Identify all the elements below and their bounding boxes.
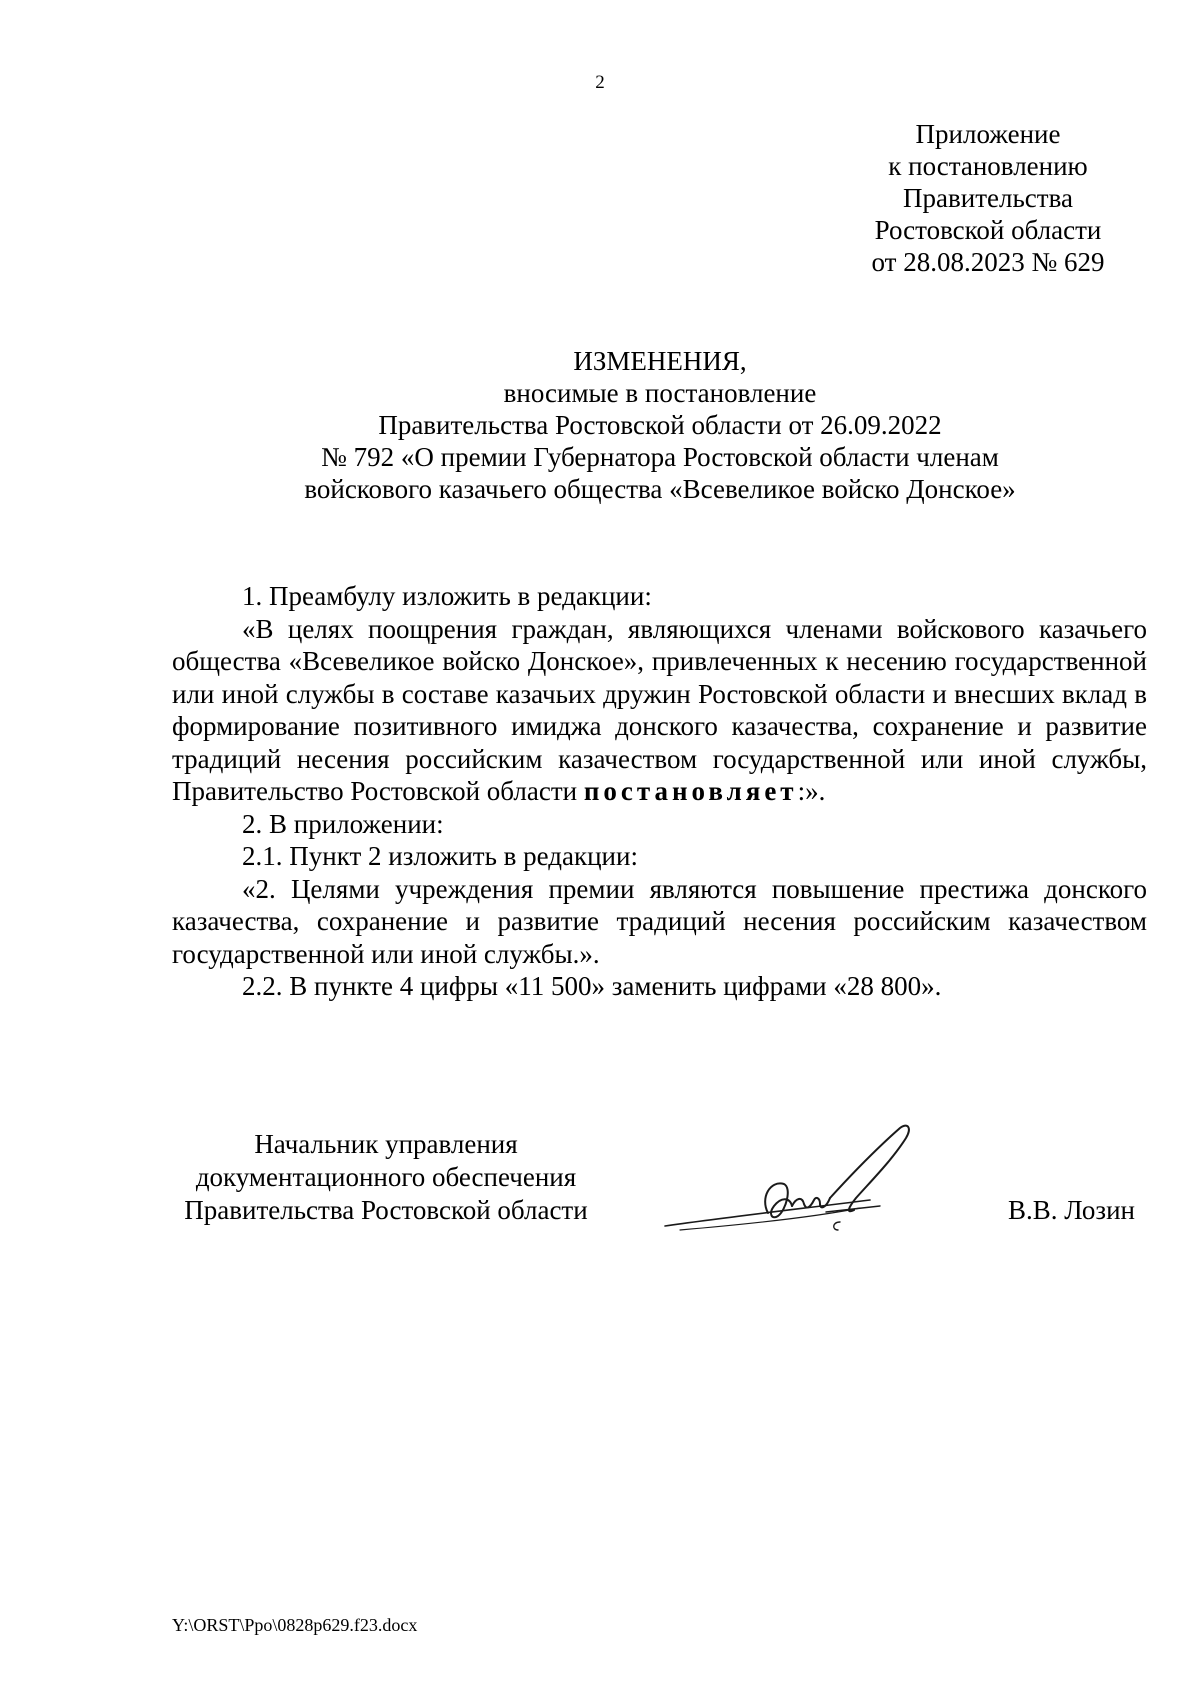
handwritten-signature (660, 1118, 950, 1248)
signatory-position-line: Правительства Ростовской области (184, 1195, 588, 1225)
signatory-position (170, 1128, 602, 1227)
signatory-position-line: документационного обеспечения (195, 1162, 577, 1192)
title-line: № 792 «О премии Губернатора Ростовской области членам (321, 442, 999, 472)
appendix-line: от 28.08.2023 № 629 (871, 247, 1105, 277)
title-line: Правительства Ростовской области от 26.09.2022 (378, 410, 942, 440)
paragraph-2 (172, 613, 1147, 808)
paragraph-2-bold: постановляет (583, 776, 798, 806)
appendix-line: Ростовской области (874, 215, 1102, 245)
paragraph-5: «2. Целями учреждения премии являются повышение престижа донского казачества, сохранение и развитие традиций несения российским казачеством государственной или иной службы.». (172, 873, 1147, 969)
paragraph-2-end: :». (797, 776, 826, 806)
appendix-header (838, 118, 1138, 278)
signatory-position-line: Начальник управления (254, 1129, 518, 1159)
title-heading: ИЗМЕНЕНИЯ, (573, 346, 747, 376)
page-number: 2 (595, 72, 605, 93)
paragraph-4: 2.1. Пункт 2 изложить в редакции: (242, 841, 638, 871)
appendix-line: Приложение (915, 119, 1061, 149)
document-title (170, 345, 1150, 505)
signatory-name: В.В. Лозин (1008, 1195, 1135, 1225)
paragraph-3: 2. В приложении: (242, 808, 444, 839)
title-line: вносимые в постановление (503, 378, 817, 408)
paragraph-1: 1. Преамбулу изложить в редакции: (242, 581, 652, 611)
appendix-line: Правительства (903, 183, 1073, 213)
paragraph-2-text: «В целях поощрения граждан, являющихся членами войскового казачьего общества «Всевеликое войско Донское», привлеченных к несению государственной или иной службы в составе казачьих дружин Ростовской области и внесших вклад в формирование позитивного имиджа донского казачества, сохранение и развитие традиций несения российским казачеством государственной или иной службы, Правительство Ростовской области (172, 613, 1147, 806)
file-path: Y:\ORST\Ppo\0828p629.f23.docx (172, 1615, 418, 1635)
appendix-line: к постановлению (888, 151, 1088, 181)
document-body (172, 580, 1147, 1003)
paragraph-6: 2.2. В пункте 4 цифры «11 500» заменить цифрами «28 800». (242, 971, 942, 1001)
title-line: войскового казачьего общества «Всевеликое войско Донское» (304, 474, 1016, 504)
